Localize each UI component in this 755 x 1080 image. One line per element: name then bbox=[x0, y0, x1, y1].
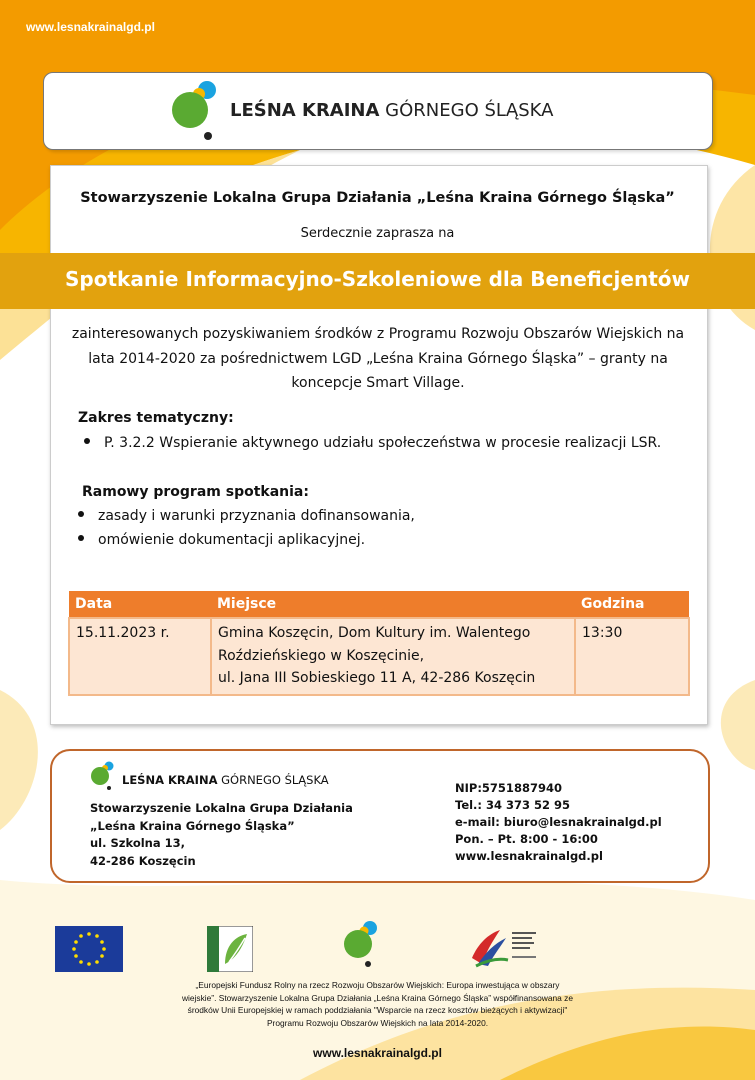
lgd-small-logo-icon bbox=[340, 920, 384, 970]
event-title: Spotkanie Informacyjno-Szkoleniowe dla Beneficjentów bbox=[65, 267, 690, 291]
logo-circles-icon bbox=[90, 761, 120, 791]
bullet-icon bbox=[78, 511, 84, 517]
schedule-table bbox=[68, 591, 690, 696]
contact-details bbox=[455, 780, 662, 865]
program-heading: Ramowy program spotkania: bbox=[82, 484, 309, 500]
logo-wordmark: LEŚNA KRAINA GÓRNEGO ŚLĄSKA bbox=[230, 100, 554, 121]
program-item: omówienie dokumentacji aplikacyjnej. bbox=[78, 532, 365, 548]
scope-item: P. 3.2.2 Wspieranie aktywnego udziału społeczeństwa w procesie realizacji LSR. bbox=[84, 435, 661, 451]
table-header-place: Miejsce bbox=[211, 591, 575, 618]
leader-logo-icon bbox=[207, 926, 253, 972]
contact-nip: NIP:5751887940 bbox=[455, 781, 562, 795]
table-header-date: Data bbox=[69, 591, 211, 618]
contact-email[interactable]: e-mail: biuro@lesnakrainalgd.pl bbox=[455, 815, 662, 829]
table-cell-date: 15.11.2023 r. bbox=[69, 618, 211, 695]
table-header-time: Godzina bbox=[575, 591, 689, 618]
logo-circles-icon bbox=[170, 80, 230, 142]
lgd-logo bbox=[170, 80, 590, 142]
bullet-icon bbox=[84, 438, 90, 444]
eu-flag-icon bbox=[55, 926, 123, 972]
funding-note: „Europejski Fundusz Rolny na rzecz Rozwoju Obszarów Wiejskich: Europa inwestująca w obszary wiejskie”. Stowarzyszenie Lokalna Grupa Działania „Leśna Kraina Górnego Śląska” współfinansowana ze środków Unii Europejskiej w ramach poddziałania "Wsparcie na rzecz kosztów bieżących i aktywizacji" Programu Rozwoju Obszarów Wiejskich na lata 2014-2020. bbox=[181, 980, 574, 1028]
contact-hours: Pon. – Pt. 8:00 - 16:00 bbox=[455, 832, 598, 846]
event-description: zainteresowanych pozyskiwaniem środków z Programu Rozwoju Obszarów Wiejskich na lata 2014-2020 za pośrednictwem LGD „Leśna Kraina Górnego Śląska” – granty na koncepcje Smart Village. bbox=[71, 326, 685, 391]
table-row bbox=[69, 618, 689, 695]
contact-logo: LEŚNA KRAINA GÓRNEGO ŚLĄSKA bbox=[90, 761, 350, 791]
invite-line: Serdecznie zaprasza na bbox=[300, 226, 455, 241]
contact-website[interactable]: www.lesnakrainalgd.pl bbox=[455, 849, 603, 863]
program-item: zasady i warunki przyznania dofinansowania, bbox=[78, 508, 415, 524]
contact-tel: Tel.: 34 373 52 95 bbox=[455, 798, 571, 812]
table-header-row bbox=[69, 591, 689, 618]
contact-address: Stowarzyszenie Lokalna Grupa Działania „Leśna Kraina Górnego Śląska” ul. Szkolna 13, 42-286 Koszęcin bbox=[90, 801, 353, 868]
bullet-icon bbox=[78, 535, 84, 541]
table-cell-time: 13:30 bbox=[575, 618, 689, 695]
scope-heading: Zakres tematyczny: bbox=[78, 410, 234, 426]
organization-name: Stowarzyszenie Lokalna Grupa Działania „Leśna Kraina Górnego Śląska” bbox=[80, 190, 675, 206]
prow-logo-icon bbox=[468, 924, 540, 970]
header-website: www.lesnakrainalgd.pl bbox=[26, 20, 155, 34]
footer-website[interactable]: www.lesnakrainalgd.pl bbox=[313, 1046, 442, 1060]
table-cell-place: Gmina Koszęcin, Dom Kultury im. Walentego Roździeńskiego w Koszęcinie, ul. Jana III Sobieskiego 11 A, 42-286 Koszęcin bbox=[211, 618, 575, 695]
